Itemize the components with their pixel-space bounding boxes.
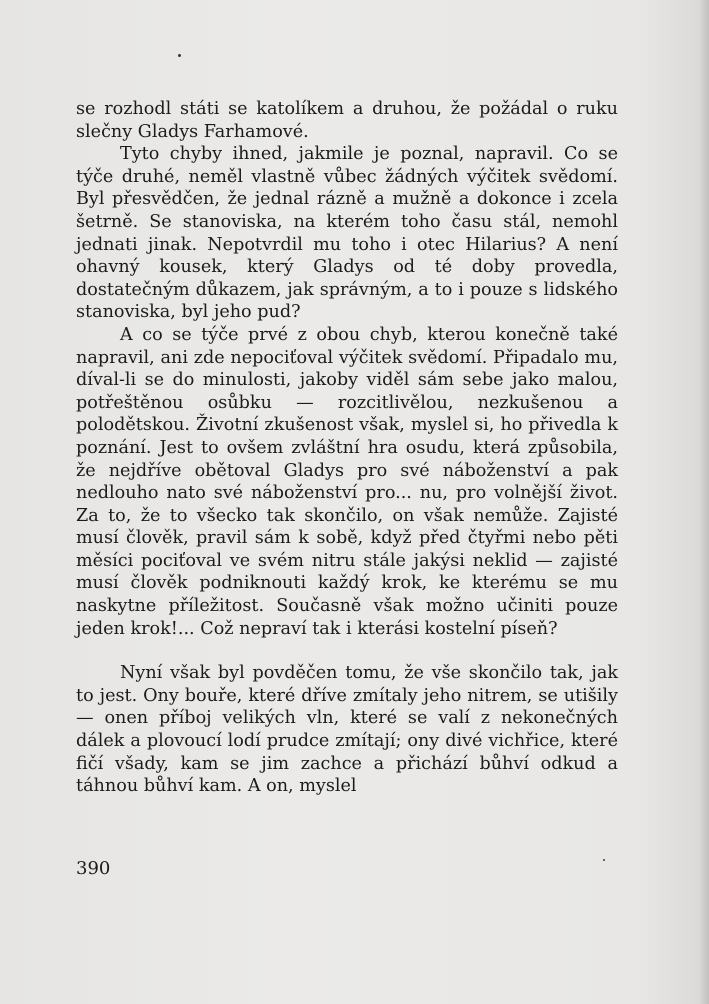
page-number: 390	[76, 858, 111, 879]
body-text	[76, 98, 618, 798]
paragraph-continuation: se rozhodl státi se katolíkem a druhou, že požádal o ruku slečny Gladys Farhamové.	[76, 99, 618, 142]
paragraph: Tyto chyby ihned, jakmile je poznal, napravil. Co se týče druhé, neměl vlastně vůbec žádných výčitek svědomí. Byl přesvědčen, že jednal rázně a mužně a dokonce i zcela šetrně. Se stanoviska, na kterém toho času stál, nemohl jednati jinak. Nepotvrdil mu toho i otec Hilarius? A není ohavný kousek, který Gladys od té doby provedla, dostatečným důkazem, jak správným, a to i pouze s lidského stanoviska, byl jeho pud?	[76, 144, 618, 323]
paragraph: Nyní však byl povděčen tomu, že vše skončilo tak, jak to jest. Ony bouře, které dříve zmítaly jeho nitrem, se utišily — onen příboj velikých vln, které se valí z nekonečných dálek a plovoucí lodí prudce zmítají; ony divé vichřice, které fičí všady, kam se jim zachce a přichází bůhví odkud a táhnou bůhví kam. A on, myslel	[76, 663, 618, 797]
paragraph: A co se týče prvé z obou chyb, kterou konečně také napravil, ani zde nepociťoval výčitek svědomí. Připadalo mu, díval-li se do minulosti, jakoby viděl sám sebe jako malou, potřeštěnou osůbku — rozcitlivělou, nezkušenou a polodětskou. Životní zkušenost však, myslel si, ho přivedla k poznání. Jest to ovšem zvláštní hra osudu, která způsobila, že nejdříve obětoval Gladys pro své náboženství a pak nedlouho nato své náboženství pro... nu, pro volnější život. Za to, že to všecko tak skončilo, on však nemůže. Zajisté musí člověk, pravil sám k sobě, když před čtyřmi nebo pěti měsíci pociťoval ve svém nitru stále jakýsi neklid — zajisté musí člověk podniknouti každý krok, ke kterému se mu naskytne příležitost. Současně však možno učiniti pouze jeden krok!... Což nepraví tak i kterási kostelní píseň?	[76, 324, 618, 639]
paper-speck	[178, 54, 181, 57]
paper-speck	[603, 859, 605, 861]
page-edge-shadow	[699, 0, 709, 1004]
